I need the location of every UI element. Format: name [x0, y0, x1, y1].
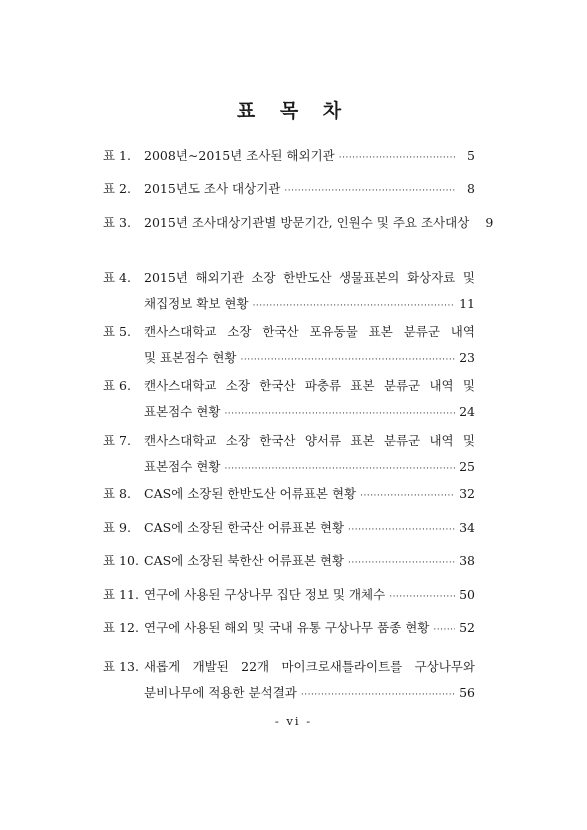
dot-leader [348, 550, 455, 576]
toc-entry-number: 표 12. [103, 620, 139, 635]
toc-entry-number: 표 1. [103, 148, 131, 163]
toc-entry-page: 25 [459, 459, 475, 474]
dot-leader [224, 456, 455, 482]
toc-entry-number: 표 13. [103, 659, 139, 674]
toc-entry-page: 34 [459, 520, 475, 535]
toc-entry-title: 캔사스대학교 소장 한국산 포유동물 표본 분류군 내역 [144, 324, 475, 339]
toc-entry-title: 표본점수 현황 [144, 459, 221, 474]
toc-entry-page: 50 [459, 587, 475, 602]
toc-entry-title: 연구에 사용된 구상나무 집단 정보 및 개체수 [144, 587, 386, 602]
toc-entry-page: 11 [459, 296, 475, 311]
toc-entry-line [144, 143, 475, 171]
toc-entry-title: 연구에 사용된 해외 및 국내 유통 구상나무 품종 현황 [144, 620, 430, 635]
toc-entry-number: 표 6. [103, 378, 131, 393]
toc-entry-number: 표 11. [103, 587, 139, 602]
dot-leader [224, 401, 455, 427]
toc-entry-line [144, 615, 475, 643]
toc-entry-line [144, 582, 475, 610]
toc-entry-title: 및 표본점수 현황 [144, 350, 237, 365]
toc-entry-line [144, 454, 475, 482]
toc-entry-title: 2015년 해외기관 소장 한반도산 생물표본의 화상자료 및 [144, 270, 475, 285]
toc-entry-page: 8 [467, 181, 475, 196]
toc-entry-title: 채집정보 확보 현황 [144, 296, 249, 311]
toc-entry-number: 표 5. [103, 324, 131, 339]
toc-entry-page: 5 [467, 148, 475, 163]
toc-entry-title: CAS에 소장된 한반도산 어류표본 현황 [144, 486, 357, 501]
toc-entry-page: 38 [459, 553, 475, 568]
toc-entry-number: 표 9. [103, 520, 131, 535]
toc-entry-page: 56 [459, 685, 475, 700]
toc-entry-line [144, 265, 475, 291]
toc-entry-line [144, 210, 494, 238]
toc-entry-title: CAS에 소장된 한국산 어류표본 현황 [144, 520, 345, 535]
toc-entry-number: 표 7. [103, 433, 131, 448]
toc-entry-page: 32 [459, 486, 475, 501]
dot-leader [360, 483, 455, 509]
dot-leader [389, 584, 455, 610]
toc-entry-title: 2008년∼2015년 조사된 해외기관 [144, 148, 335, 163]
dot-leader [339, 145, 455, 171]
toc-entry-line [144, 291, 475, 319]
dot-leader [240, 347, 455, 373]
toc-entry-line [144, 399, 475, 427]
page-number-footer: - vi - [274, 714, 313, 728]
toc-entry-line [144, 680, 475, 708]
toc-entry-page: 52 [459, 620, 475, 635]
dot-leader [253, 293, 455, 319]
toc-entry-page: 24 [459, 404, 475, 419]
toc-entry-line [144, 345, 475, 373]
toc-entry-line [144, 654, 475, 680]
dot-leader [348, 517, 455, 543]
toc-entry-number: 표 4. [103, 270, 131, 285]
dot-leader [433, 617, 455, 643]
toc-entry-title: 2015년 조사대상기관별 방문기간, 인원수 및 주요 조사대상 [144, 215, 470, 230]
toc-entry-line [144, 428, 475, 454]
toc-entry-title: 분비나무에 적용한 분석결과 [144, 685, 297, 700]
toc-entry-title: 새롭게 개발된 22개 마이크로새틀라이트를 구상나무와 [144, 659, 475, 674]
toc-entry-line [144, 319, 475, 345]
toc-entry-line [144, 515, 475, 543]
toc-entry-title: CAS에 소장된 북한산 어류표본 현황 [144, 553, 345, 568]
toc-entry-line [144, 176, 475, 204]
page-title: 표 목 차 [236, 100, 351, 122]
dot-leader [301, 682, 455, 708]
toc-entry-page: 23 [459, 350, 475, 365]
toc-entry-line [144, 481, 475, 509]
toc-entry-title: 캔사스대학교 소장 한국산 파충류 표본 분류군 내역 및 [144, 378, 475, 393]
toc-entry-line [144, 373, 475, 399]
toc-entry-number: 표 2. [103, 181, 131, 196]
toc-entry-title: 캔사스대학교 소장 한국산 양서류 표본 분류군 내역 및 [144, 433, 475, 448]
toc-entry-line [144, 548, 475, 576]
toc-entry-page: 9 [485, 215, 494, 230]
toc-entry-number: 표 8. [103, 486, 131, 501]
toc-entry-number: 표 3. [103, 215, 131, 230]
toc-entry-title: 표본점수 현황 [144, 404, 221, 419]
toc-entry-number: 표 10. [103, 553, 139, 568]
dot-leader [284, 178, 455, 204]
toc-entry-title: 2015년도 조사 대상기관 [144, 181, 281, 196]
